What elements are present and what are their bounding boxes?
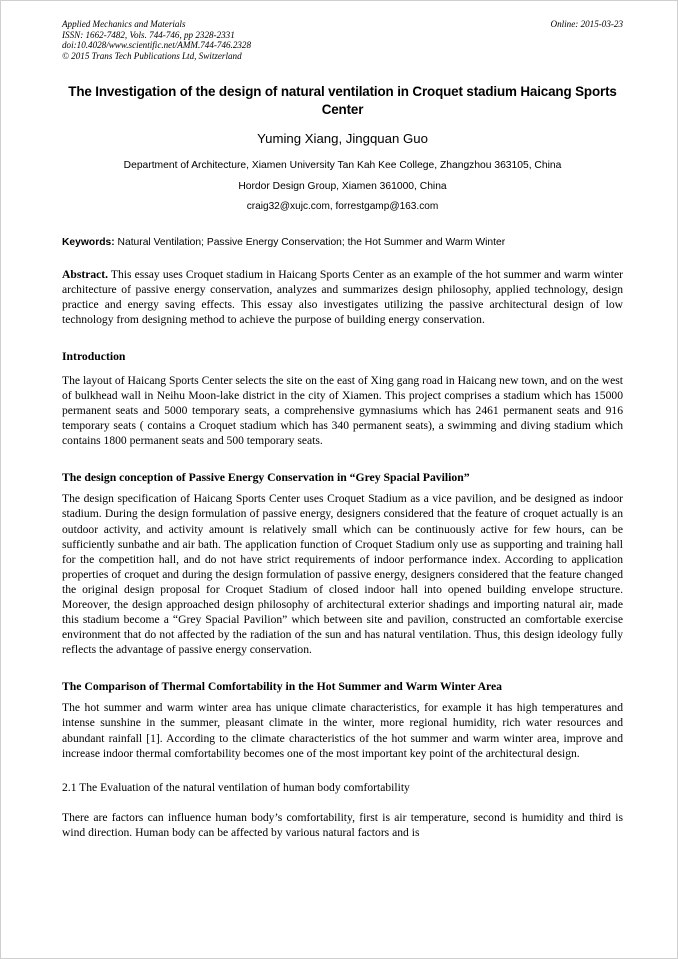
section-paragraph-design-conception: The design specification of Haicang Sports Center uses Croquet Stadium as a vice pavilion, and be designed as indoor stadium. During the design formulation of passive energy, designers considered that the feature of croquet actually is an outdoor activity, and activity amount is relatively small which can be continuously active for few hours, can be sufficiently sunbathe and air bath. The application function of Croquet Stadium only use as supporting and training hall for the competition hall, and do not have strict requirements of indoor performance index. According to application properties of croquet and during the design formulation of passive energy, designers considered that the feature changed the original design proposal for Croquet Stadium of closed indoor hall into opened building envelope structure. Moreover, the design approached design philosophy of architectural exterior shadings and importing natural air, made this stadium become a “Grey Spacial Pavilion” which between site and pavilion, constructed an comfortable exercise environment that do not affected by the radiation of the sun and has natural ventilation. Thus, this design ideology fully reflects the advantage of passive energy conservation. <box>62 492 623 657</box>
affiliation-2: Hordor Design Group, Xiamen 361000, China <box>238 180 447 192</box>
section-heading-introduction: Introduction <box>62 349 126 363</box>
author-list: Yuming Xiang, Jingquan Guo <box>257 131 428 146</box>
journal-issn: ISSN: 1662-7482, Vols. 744-746, pp 2328-2331 <box>62 29 235 40</box>
abstract-label: Abstract. <box>62 267 109 281</box>
abstract-block <box>62 267 623 327</box>
subsection-heading-evaluation: 2.1 The Evaluation of the natural ventilation of human body comfortability <box>62 780 410 794</box>
keywords-line <box>62 236 623 250</box>
journal-name: Applied Mechanics and Materials <box>62 19 186 29</box>
section-paragraph-thermal-comfortability: The hot summer and warm winter area has unique climate characteristics, for example it has high temperatures and intense sunshine in the summer, pleasant climate in the winter, more regional humidity, rich water resources and abundant rainfall [1]. According to the climate characteristics of the hot summer and warm winter area, improve and increase indoor thermal comfortability becomes one of the most important key point of the architectural design. <box>62 701 623 760</box>
section-heading-thermal-comfortability: The Comparison of Thermal Comfortability in the Hot Summer and Warm Winter Area <box>62 680 503 694</box>
author-emails: craig32@xujc.com, forrestgamp@163.com <box>246 201 439 212</box>
subsection-paragraph-evaluation: There are factors can influence human body’s comfortability, first is air temperature, second is humidity and third is wind direction. Human body can be affected by various natural factors and is <box>62 810 623 839</box>
section-heading-design-conception: The design conception of Passive Energy Conservation in “Grey Spacial Pavilion” <box>62 471 470 485</box>
journal-doi: doi:10.4028/www.scientific.net/AMM.744-746.2328 <box>62 40 252 51</box>
affiliation-list <box>62 156 623 197</box>
section-paragraph-introduction: The layout of Haicang Sports Center selects the site on the east of Xing gang road in Haicang new town, and on the west of bulkhead wall in Neihu Moon-lake district in the city of Xiamen. This project comprises a stadium which has 15000 permanent seats and 5000 temporary seats, a comprehensive gymnasiums which has 2461 permanent seats and 916 temporary seats ( contains a Croquet stadium which has 340 permanent seats), a swimming and diving stadium which contains 1800 permanent seats and 500 temporary seats. <box>62 373 623 448</box>
online-date: Online: 2015-03-23 <box>550 19 623 29</box>
page-title: The Investigation of the design of natural ventilation in Croquet stadium Haicang Sports Center <box>68 84 617 117</box>
abstract-text: This essay uses Croquet stadium in Haicang Sports Center as an example of the hot summer and warm winter architecture of passive energy conservation, analyzes and summarizes design philosophy, applied technology, design practice and energy saving effects. This essay also investigates utilizing the passive architectural design of low technology from designing method to achieve the purpose of building energy conservation. <box>62 267 623 326</box>
keywords-label: Keywords: <box>62 236 115 248</box>
keywords-value: Natural Ventilation; Passive Energy Conservation; the Hot Summer and Warm Winter <box>117 236 506 248</box>
journal-copyright: © 2015 Trans Tech Publications Ltd, Switzerland <box>62 50 242 61</box>
journal-header <box>62 19 623 67</box>
affiliation-1: Department of Architecture, Xiamen University Tan Kah Kee College, Zhangzhou 363105, China <box>123 160 562 171</box>
journal-header-left <box>62 19 492 61</box>
